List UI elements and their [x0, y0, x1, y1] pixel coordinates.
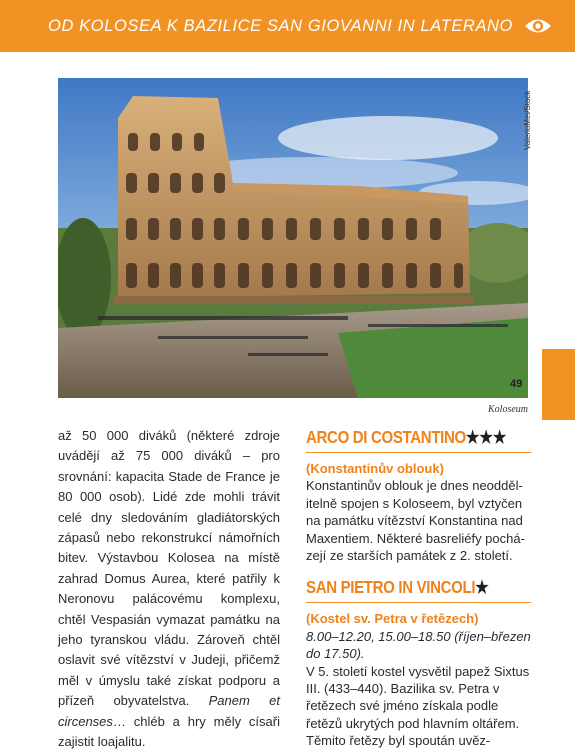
chapter-title: OD KOLOSEA K BAZILICE SAN GIOVANNI IN LATERANO	[48, 16, 513, 35]
photo-caption: Koloseum	[488, 404, 528, 415]
body-text: až 50 000 diváků (některé zdroje uvádějí až 75 000 diváků – pro srovnání: kapacita Stade de France je 80 000 osob). Lidé zde mohli trávit celé dny sledováním gladiátorských zápasů nebo rekonstrukcí námořních bitev. Výstavbou Kolosea na místě zahrad Domus Aurea, které patřily k Neronovu palácovému komplexu, chtěl Vespasián vymazat památku na jeho tyranskou vládu. Zároveň chtěl oslavit své vítězství v Judeji, přičemž měl v úmyslu také získat podporu a přízeň obyvatelstva.	[58, 428, 280, 709]
page-edge-tab	[542, 349, 575, 420]
photo-credit: ValerioMei/Stock	[523, 90, 532, 150]
divider	[306, 602, 531, 603]
sight-subtitle: (Konstantinův oblouk)	[306, 461, 444, 476]
sight-subtitle: (Kostel sv. Petra v řetězech)	[306, 611, 479, 627]
sight-title: ARCO DI COSTANTINO★★★	[306, 427, 507, 447]
sight-description: V 5. století kostel vysvětil papež Sixtus III. (433–440). Bazilika sv. Petra v řetězech své jméno získala podle řetězů ukrytých pod hlavním oltářem. Těmito řetězy byl spoután uvěz-	[306, 663, 530, 749]
opening-hours: 8.00–12.20, 15.00–18.50 (říjen–březen do 17.50).	[306, 628, 531, 662]
sight-description: Konstantinův oblouk je dnes neoddělitelně spojen s Koloseem, byl vztyčen na památku vítězství Konstantina nad Maxentiem. Některé basreliéfy pocházejí ze starších památek z 2. století.	[306, 478, 525, 564]
page-header	[0, 0, 575, 52]
divider	[306, 452, 531, 453]
left-column-text	[58, 426, 280, 753]
right-column	[306, 426, 531, 750]
sight-title: SAN PIETRO IN VINCOLI★	[306, 577, 489, 598]
rating-stars: ★★★	[465, 427, 507, 447]
body-text-italic: Panem et circenses	[58, 693, 280, 729]
eye-icon	[523, 16, 553, 36]
body-text: … chléb a hry měly císaři zajistit loajalitu.	[58, 713, 280, 750]
rating-stars: ★	[475, 577, 489, 598]
colosseum-photo	[58, 78, 528, 398]
page-number: 49	[510, 378, 523, 390]
